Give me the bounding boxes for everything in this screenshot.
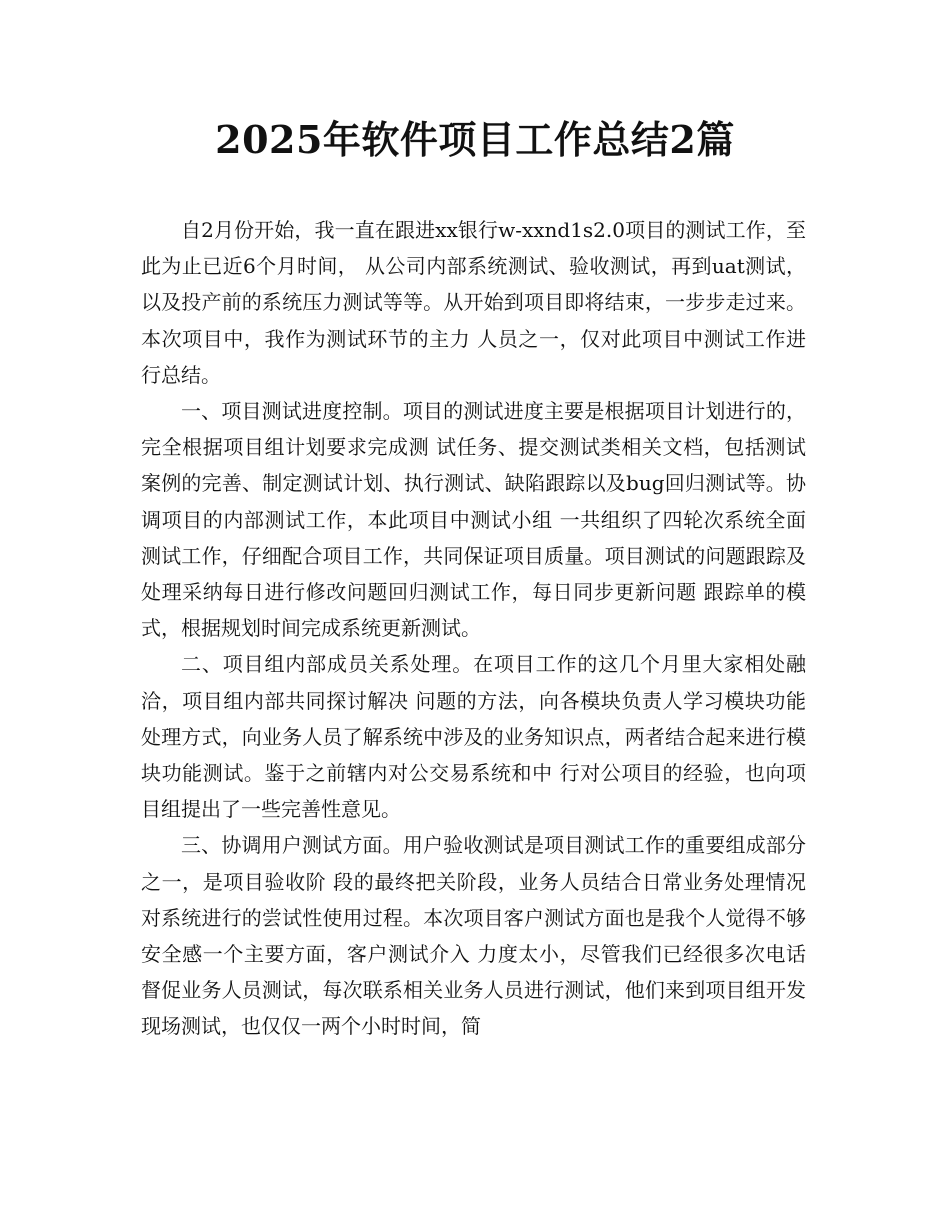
paragraph-progress-control: 一、项目测试进度控制。项目的测试进度主要是根据项目计划进行的，完全根据项目组计划要求完成测 试任务、提交测试类相关文档，包括测试案例的完善、制定测试计划、执行测试、缺陷跟踪以及bug回归测试等。协调项目的内部测试工作，本此项目中测试小组 一共组织了四轮次系统全面测试工作，仔细配合项目工作，共同保证项目质量。项目测试的问题跟踪及处理采纳每日进行修改问题回归测试工作，每日同步更新问题 跟踪单的模式，根据规划时间完成系统更新测试。 [141, 399, 806, 641]
paragraph-user-testing: 三、协调用户测试方面。用户验收测试是项目测试工作的重要组成部分之一，是项目验收阶 段的最终把关阶段，业务人员结合日常业务处理情况对系统进行的尝试性使用过程。本次项目客户测试方面也是我个人觉得不够安全感一个主要方面，客户测试介入 力度太小，尽管我们已经很多次电话督促业务人员测试，每次联系相关业务人员进行测试，他们来到项目组开发现场测试，也仅仅一两个小时时间，简 [141, 833, 806, 1039]
document-body [141, 212, 806, 1045]
paragraph-team-relations: 二、项目组内部成员关系处理。在项目工作的这几个月里大家相处融洽，项目组内部共同探讨解决 问题的方法，向各模块负责人学习模块功能处理方式，向业务人员了解系统中涉及的业务知识点，两者结合起来进行模块功能测试。鉴于之前辖内对公交易系统和中 行对公项目的经验，也向项目组提出了一些完善性意见。 [141, 652, 806, 822]
document-title: 2025年软件项目工作总结2篇 [215, 117, 735, 162]
paragraph-intro: 自2月份开始，我一直在跟进xx银行w-xxnd1s2.0项目的测试工作，至此为止已近6个月时间， 从公司内部系统测试、验收测试，再到uat测试，以及投产前的系统压力测试等等。从开始到项目即将结束，一步步走过来。本次项目中，我作为测试环节的主力 人员之一，仅对此项目中测试工作进行总结。 [141, 218, 806, 387]
